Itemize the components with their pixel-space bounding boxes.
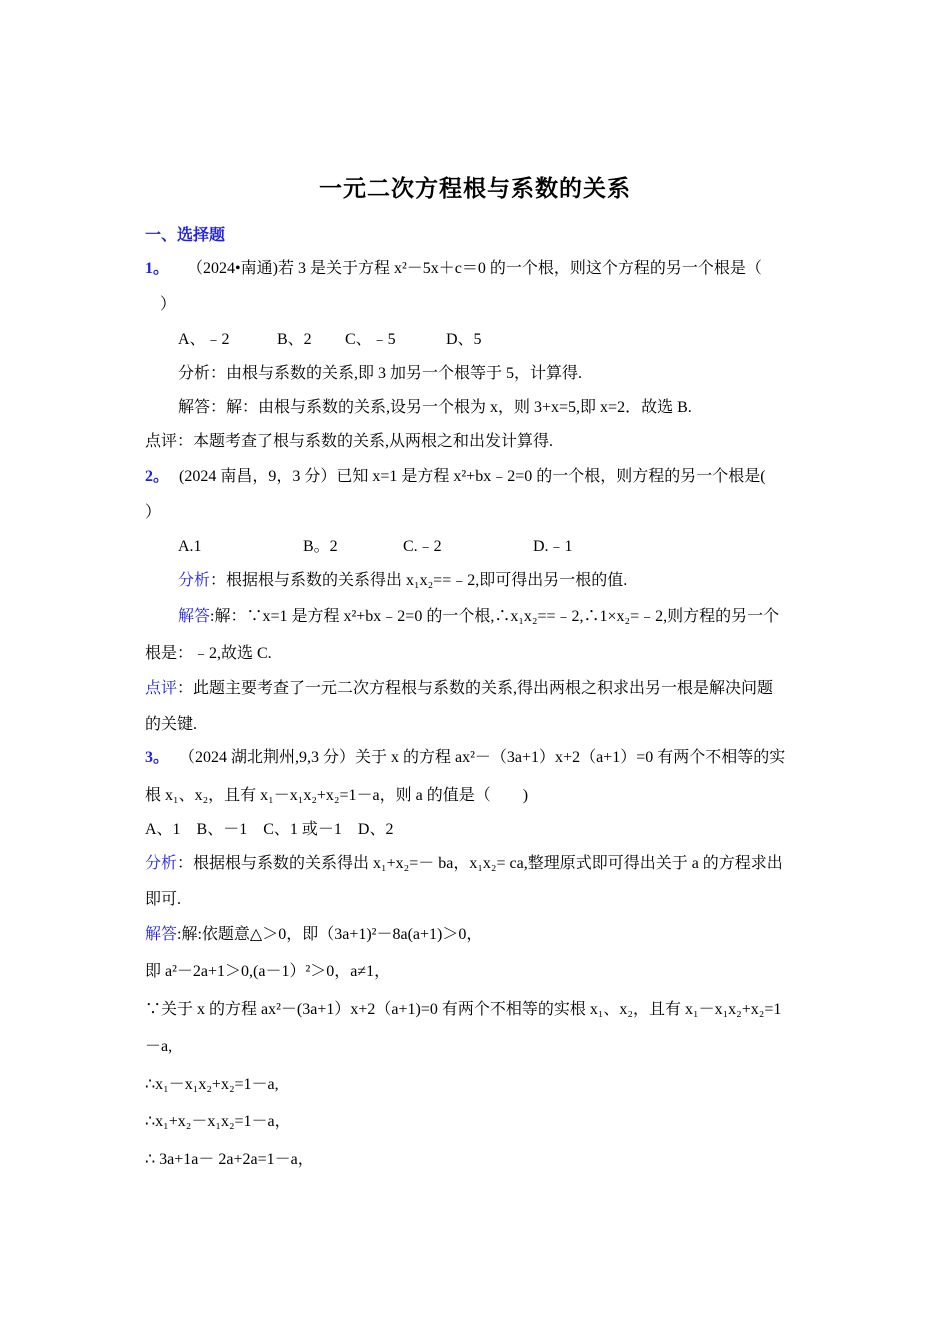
question-3-step-3: ∴x₁－x₁x₂+x₂=1－a,: [145, 1076, 279, 1093]
question-3-options: A、1 B、－1 C、1 或－1 D、2: [145, 821, 394, 838]
question-1-analysis: 分析：由根与系数的关系,即 3 加另一个根等于 5，计算得.: [178, 365, 583, 382]
question-1-stem: （2024•南通)若 3 是关于方程 x²－5x＋c＝0 的一个根，则这个方程的另一个根是（: [187, 260, 762, 277]
question-2-number: 2。: [145, 468, 170, 485]
question-3-step-5: ∴ 3a+1a－ 2a+2a=1－a，: [145, 1151, 314, 1168]
question-3-answer-label: 解答: [145, 926, 178, 943]
question-1-option-a: A、﹣2: [178, 331, 230, 348]
section-heading: 一、选择题: [145, 227, 226, 244]
question-3-analysis-line-2: 即可.: [145, 891, 182, 908]
question-2-option-a: A.1: [178, 538, 202, 555]
question-2-comment-line-1: [145, 678, 773, 700]
question-2-option-d: D.﹣1: [533, 538, 573, 555]
question-1-answer: 解答：解：由根与系数的关系,设另一个根为 x，则 3+x=5,即 x=2．故选 B.: [178, 399, 692, 416]
question-2-line-2: ）: [145, 504, 162, 521]
question-3-step-2-line-1: ∵关于 x 的方程 ax²－(3a+1）x+2（a+1)=0 有两个不相等的实根 x₁、x₂，且有 x₁－x₁x₂+x₂=1: [145, 1001, 782, 1018]
question-3-step-2-line-2: －a,: [145, 1038, 173, 1055]
question-3-stem: （2024 湖北荆州,9,3 分）关于 x 的方程 ax²－（3a+1）x+2（a+1）=0 有两个不相等的实: [179, 749, 786, 766]
question-3-analysis-label: 分析: [145, 855, 178, 872]
question-3-line-1: [145, 747, 785, 769]
question-2-answer-label: 解答: [178, 608, 211, 625]
question-1-number: 1。: [145, 260, 170, 277]
question-1-option-c: C、﹣5: [345, 331, 396, 348]
page-title: 一元二次方程根与系数的关系: [319, 176, 631, 202]
question-2-comment-line-2: 的关键.: [145, 716, 198, 733]
question-3-number: 3。: [145, 749, 170, 766]
question-2-analysis: [178, 570, 627, 592]
question-3-analysis-line-1: [145, 853, 783, 875]
question-2-option-b: B。2: [303, 538, 338, 555]
question-3-analysis-text: ：根据根与系数的关系得出 x₁+x₂=－ ba，x₁x₂= ca,整理原式即可得出关于 a 的方程求出: [177, 855, 783, 872]
question-3-step-1: 即 a²－2a+1＞0,(a－1）²＞0，a≠1，: [145, 963, 391, 980]
question-3-step-4: ∴x₁+x₂－x₁x₂=1－a，: [145, 1113, 291, 1130]
question-2-comment-label: 点评: [145, 680, 178, 697]
question-2-stem: (2024 南昌，9，3 分）已知 x=1 是方程 x²+bx﹣2=0 的一个根，则方程的另一个根是(: [179, 468, 766, 485]
question-2-analysis-text: ：根据根与系数的关系得出 x₁x₂==﹣2,即可得出另一根的值.: [210, 572, 628, 589]
question-2-answer-line-1: [178, 606, 779, 628]
question-2-answer-text: :解：∵x=1 是方程 x²+bx﹣2=0 的一个根,∴x₁x₂==﹣2,∴1×x₂=﹣2,则方程的另一个: [210, 608, 780, 625]
question-1-option-b: B、2: [277, 331, 312, 348]
question-3-answer-text: :解:依题意△＞0，即（3a+1)²－8a(a+1)＞0，: [177, 926, 483, 943]
question-2-answer-line-2: 根是：﹣2,故选 C.: [145, 645, 272, 662]
question-3-line-2: 根 x₁、x₂，且有 x₁－x₁x₂+x₂=1－a，则 a 的值是（ ): [145, 787, 529, 804]
question-2-analysis-label: 分析: [178, 572, 211, 589]
question-1-comment: 点评：本题考查了根与系数的关系,从两根之和出发计算得.: [145, 433, 554, 450]
question-1-line-1: [145, 258, 762, 280]
question-3-answer-line-1: [145, 924, 482, 946]
question-2-comment-text: ：此题主要考查了一元二次方程根与系数的关系,得出两根之积求出另一根是解决问题: [177, 680, 774, 697]
question-2-option-c: C.﹣2: [403, 538, 442, 555]
question-2-line-1: [145, 466, 766, 488]
question-1-option-d: D、5: [446, 331, 482, 348]
question-1-line-2: ）: [160, 296, 177, 313]
